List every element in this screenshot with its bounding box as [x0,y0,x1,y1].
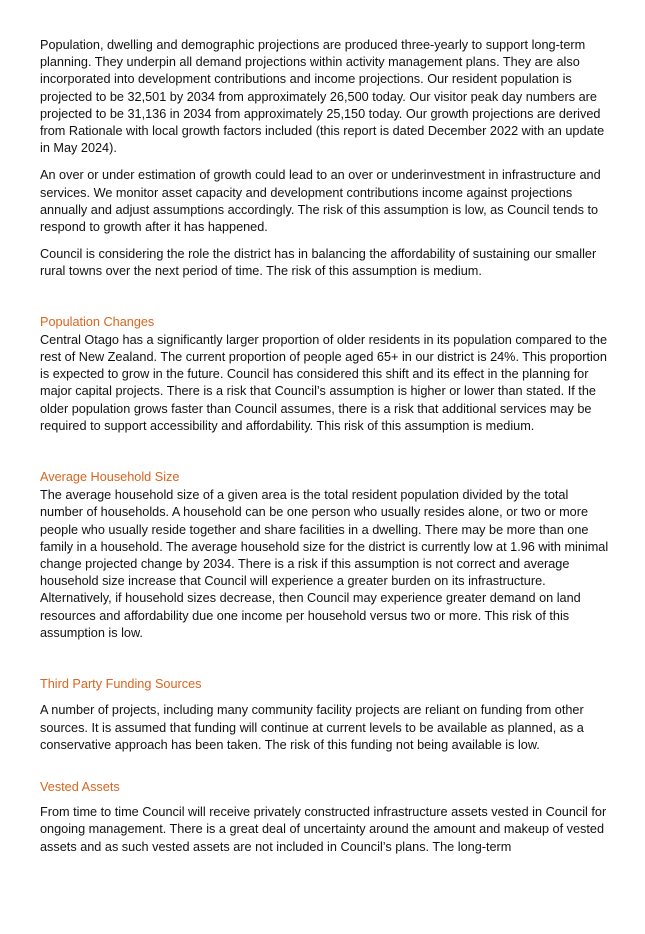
paragraph-population-changes: Central Otago has a significantly larger proportion of older residents in its population compared to the rest of New Zealand. The current proportion of people aged 65+ in our district is 24%. This proportion is expected to grow in the future. Council has considered this shift and its effect in the planning for major capital projects. There is a risk that Council’s assumption is higher or lower than stated. If the older population grows faster than Council assumes, there is a risk that additional services may be required to support accessibility and affordability. This risk of this assumption is medium. [40,332,608,433]
paragraph-third-party-funding: A number of projects, including many community facility projects are reliant on funding from other sources. It is assumed that funding will continue at current levels to be available as planned, as a conservative approach has been taken. The risk of this funding not being available is low. [40,703,584,752]
intro-paragraph-projections: Population, dwelling and demographic projections are produced three-yearly to support long-term planning. They underpin all demand projections within activity management plans. They are also incorporated into development contributions and income projections. Our resident population is projected to be 32,501 by 2034 from approximately 26,500 today. Our visitor peak day numbers are projected to be 31,136 in 2034 from approximately 25,150 today. Our growth projections are derived from Rationale with local growth factors included (this report is dated December 2022 with an update in May 2024). [40,38,605,156]
heading-population-changes: Population Changes [40,314,155,329]
intro-paragraph-rural-towns: Council is considering the role the district has in balancing the affordability of sustaining our smaller rural towns over the next period of time. The risk of this assumption is medium. [40,247,597,279]
paragraph-vested-assets: From time to time Council will receive privately constructed infrastructure assets vested in Council for ongoing management. There is a great deal of uncertainty around the amount and makeup of vested assets and as such vested assets are not included in Council’s plans. The long-term [40,805,607,854]
heading-third-party-funding: Third Party Funding Sources [40,677,202,692]
heading-vested-assets: Vested Assets [40,779,120,794]
document-page [40,37,610,856]
paragraph-average-household-size: The average household size of a given area is the total resident population divided by the total number of households. A household can be one person who usually resides alone, or two or more people who usually reside together and share facilities in a dwelling. There may be more than one family in a household. The average household size for the district is currently low at 1.96 with minimal change projected change by 2034. There is a risk if this assumption is not correct and average household size increase that Council will experience a greater burden on its infrastructure. Alternatively, if household sizes decrease, then Council may experience greater demand on land resources and affordability due one income per household versus two or more. This risk of this assumption is low. [40,488,609,640]
intro-paragraph-estimation-risk: An over or under estimation of growth could lead to an over or underinvestment in infrastructure and services. We monitor asset capacity and development contributions income against projections annually and adjust assumptions accordingly. The risk of this assumption is low, as Council tends to respond to growth after it has happened. [40,168,601,235]
heading-average-household-size: Average Household Size [40,470,180,485]
